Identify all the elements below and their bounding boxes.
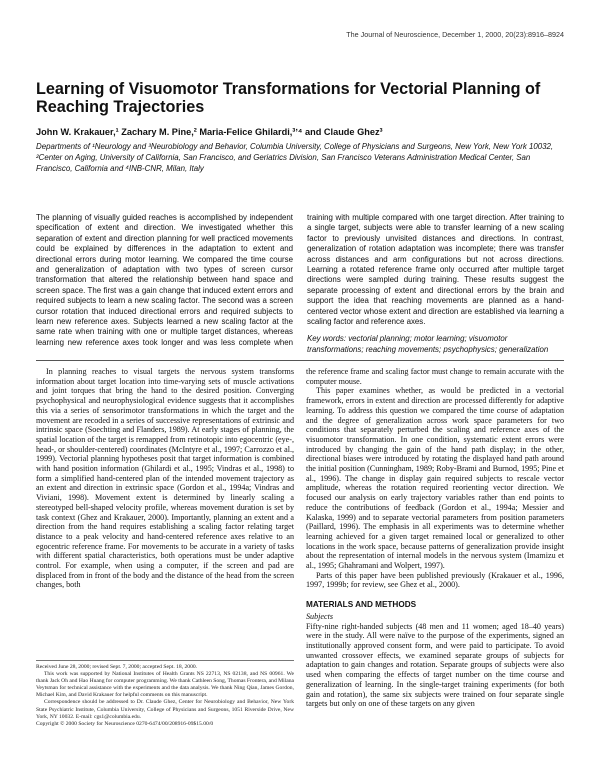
abstract-text: The planning of visually guided reaches is accomplished by independent specification of extent and direction. We investigated whether this separation of extent and direction planning for well practiced movements could be explained by differences in the adaptation to extent and directional errors during motor learning. We compared the time course and generalization of adaptation with two types of screen cursor transformation that altered the relationship between hand space and screen space. The first was a gain change that induced extent errors and required subjects to learn a new scaling factor. The second was a screen cursor rotation that induced directional errors and required subjects to learn new reference axes. Subjects learned a new scaling factor at the same rate when training with one or multiple target distances, whereas learning new reference axes took longer and was less complete when training with multiple compared with one target direction. After training to a single target, subjects were able to transfer learning of a new scaling factor to previously unvisited distances and directions. In contrast, generalization of rotation adaptation was incomplete; there was transfer across distances and arm configurations but not across directions. Learning a rotated reference frame only occurred after multiple target directions were sampled during training. These results suggest the separate processing of extent and directional errors by the brain and support the idea that reaching movements are planned as a hand-centered vector whose extent and direction are established via learning a scaling factor and reference axes. [36, 213, 564, 347]
subjects-paragraph: Fifty-nine right-handed subjects (48 men and 11 women; aged 18–40 years) were in the study. All were naïve to the purpose of the experiments, signed an institutionally approved consent form, and were paid to participate. To avoid unwanted crossover effects, we examined separate groups of subjects for adaptation to gain changes and rotation. Separate groups of subjects were also used when comparing the effects of target number on the time course and generalization of learning. In the single-target training experiments (for both gain and rotation), the same six subjects were trained on four separate single targets but only on one of these targets on any given [306, 621, 564, 709]
paper-title: Learning of Visuomotor Transformations for Vectorial Planning of Reaching Trajectories [36, 80, 541, 116]
body-column-right [306, 367, 564, 709]
affiliations: Departments of ¹Neurology and ³Neurobiology and Behavior, Columbia University, College of Physicians and Surgeons, New York, New York 10032, ²Center on Aging, University of California, San Francisco, and Geriatrics Division, San Francisco Veterans Administration Medical Center, San Francisco, California and ⁴INB-CNR, Milan, Italy [36, 142, 554, 174]
author-list: John W. Krakauer,¹ Zachary M. Pine,² Maria-Felice Ghilardi,³ʼ⁴ and Claude Ghez³ [36, 127, 383, 137]
abstract [36, 213, 564, 356]
correspondence-note: Correspondence should be addressed to Dr. Claude Ghez, Center for Neurobiology and Behavior, New York State Psychiatric Institute, Columbia University, College of Physicians and Surgeons, 1051 Riverside Drive, New York, NY 10032. E-mail: cgs1@columbia.edu. [36, 699, 294, 720]
body-paragraph: This paper examines whether, as would be predicted in a vectorial framework, errors in extent and direction are processed differently for adaptive learning. To address this question we compared the time course of adaptation and the degree of generalization across work space parameters for two conditions that separately perturbed the scaling and reference axes of the visuomotor transformation. In one condition, systematic extent errors were introduced by changing the gain of the hand path display; in the other, directional biases were introduced by rotating the displayed hand path around the initial position (Cunningham, 1989; Roby-Brami and Burnod, 1995; Pine et al., 1996). The change in display gain required subjects to rescale vector amplitude, whereas the rotation required reorienting vector direction. We focused our analysis on early trajectory variables rather than end points to reduce the contributions of feedback (Gordon et al., 1994a; Messier and Kalaska, 1999) and to separate vectorial parameters from position parameters (Paillard, 1996). The emphasis in all experiments was to determine whether learning achieved for a given target remained local or generalized to other locations in the work space, because patterns of generalization provide insight about the representation of internal models in the nervous system (Imamizu et al., 1995; Ghahramani and Wolpert, 1997). [306, 386, 564, 571]
intro-paragraph: In planning reaches to visual targets the nervous system transforms information about target location into time-varying sets of muscle activations and joint torques that bring the hand to the desired position. Converging psychophysical and neurophysiological evidence suggests that it accomplishes this via a series of sensorimotor transformations in which the target and the movement are recoded in a series of successive representations of extrinsic and intrinsic space (Soechting and Flanders, 1989). At early stages of planning, the spatial location of the target is remapped from retinotopic into egocentric (eye-, head-, or shoulder-centered) coordinates (McIntyre et al., 1997; Carrozzo et al., 1999). Vectorial planning hypotheses posit that target information is combined with hand position information (Ghilardi et al., 1995; Vindras et al., 1998) to form a simplified hand-centered plan of the intended movement trajectory as an extent and direction in extrinsic space (Gordon et al., 1994a; Vindras and Viviani, 1998). Movement extent is determined by linearly scaling a stereotyped bell-shaped velocity profile, whereas movement duration is set by task context (Ghez and Krakauer, 2000). Importantly, planning an extent and a direction from the hand requires establishing a scaling factor relating target distance to a peak velocity and hand-centered reference axes relative to an egocentric reference frame. For movements to be accurate in a variety of tasks with different spatial characteristics, both operations must be under adaptive control. For example, when using a computer, if the screen and pad are displaced from in front of the body and the distance of the head from the screen changes, both [36, 367, 294, 590]
received-dates: Received June 28, 2000; revised Sept. 7, 2000; accepted Sept. 18, 2000. [36, 664, 198, 670]
keywords: Key words: vectorial planning; motor learning; visuomotor transformations; reaching movements; psychophysics; generalization [307, 334, 549, 354]
funding-note: This work was supported by National Institutes of Health Grants NS 22713, NS 02138, and NS 00961. We thank Jack Oh and Hao Huang for computer programming. We thank Cathleen Song, Thomas Frontera, and Milana Veytsman for technical assistance with the experiments and the data analysis. We thank Ning Qian, James Gordon, Michael Kim, and David Krakauer for helpful comments on this manuscript. [36, 671, 294, 699]
section-heading-methods: MATERIALS AND METHODS [306, 600, 417, 610]
section-divider [36, 360, 564, 361]
footnotes [36, 660, 294, 728]
body-paragraph: Parts of this paper have been published previously (Krakauer et al., 1996, 1997, 1999b; for review, see Ghez et al., 2000). [306, 570, 564, 590]
copyright-note: Copyright © 2000 Society for Neuroscience 0270-6474/00/208916-09$15.00/0 [36, 720, 214, 727]
body-paragraph: the reference frame and scaling factor must change to remain accurate with the computer mouse. [306, 367, 564, 386]
body-column-left [36, 367, 294, 590]
journal-header: The Journal of Neuroscience, December 1, 2000, 20(23):8916–8924 [346, 30, 564, 39]
subsection-heading-subjects: Subjects [306, 611, 333, 621]
